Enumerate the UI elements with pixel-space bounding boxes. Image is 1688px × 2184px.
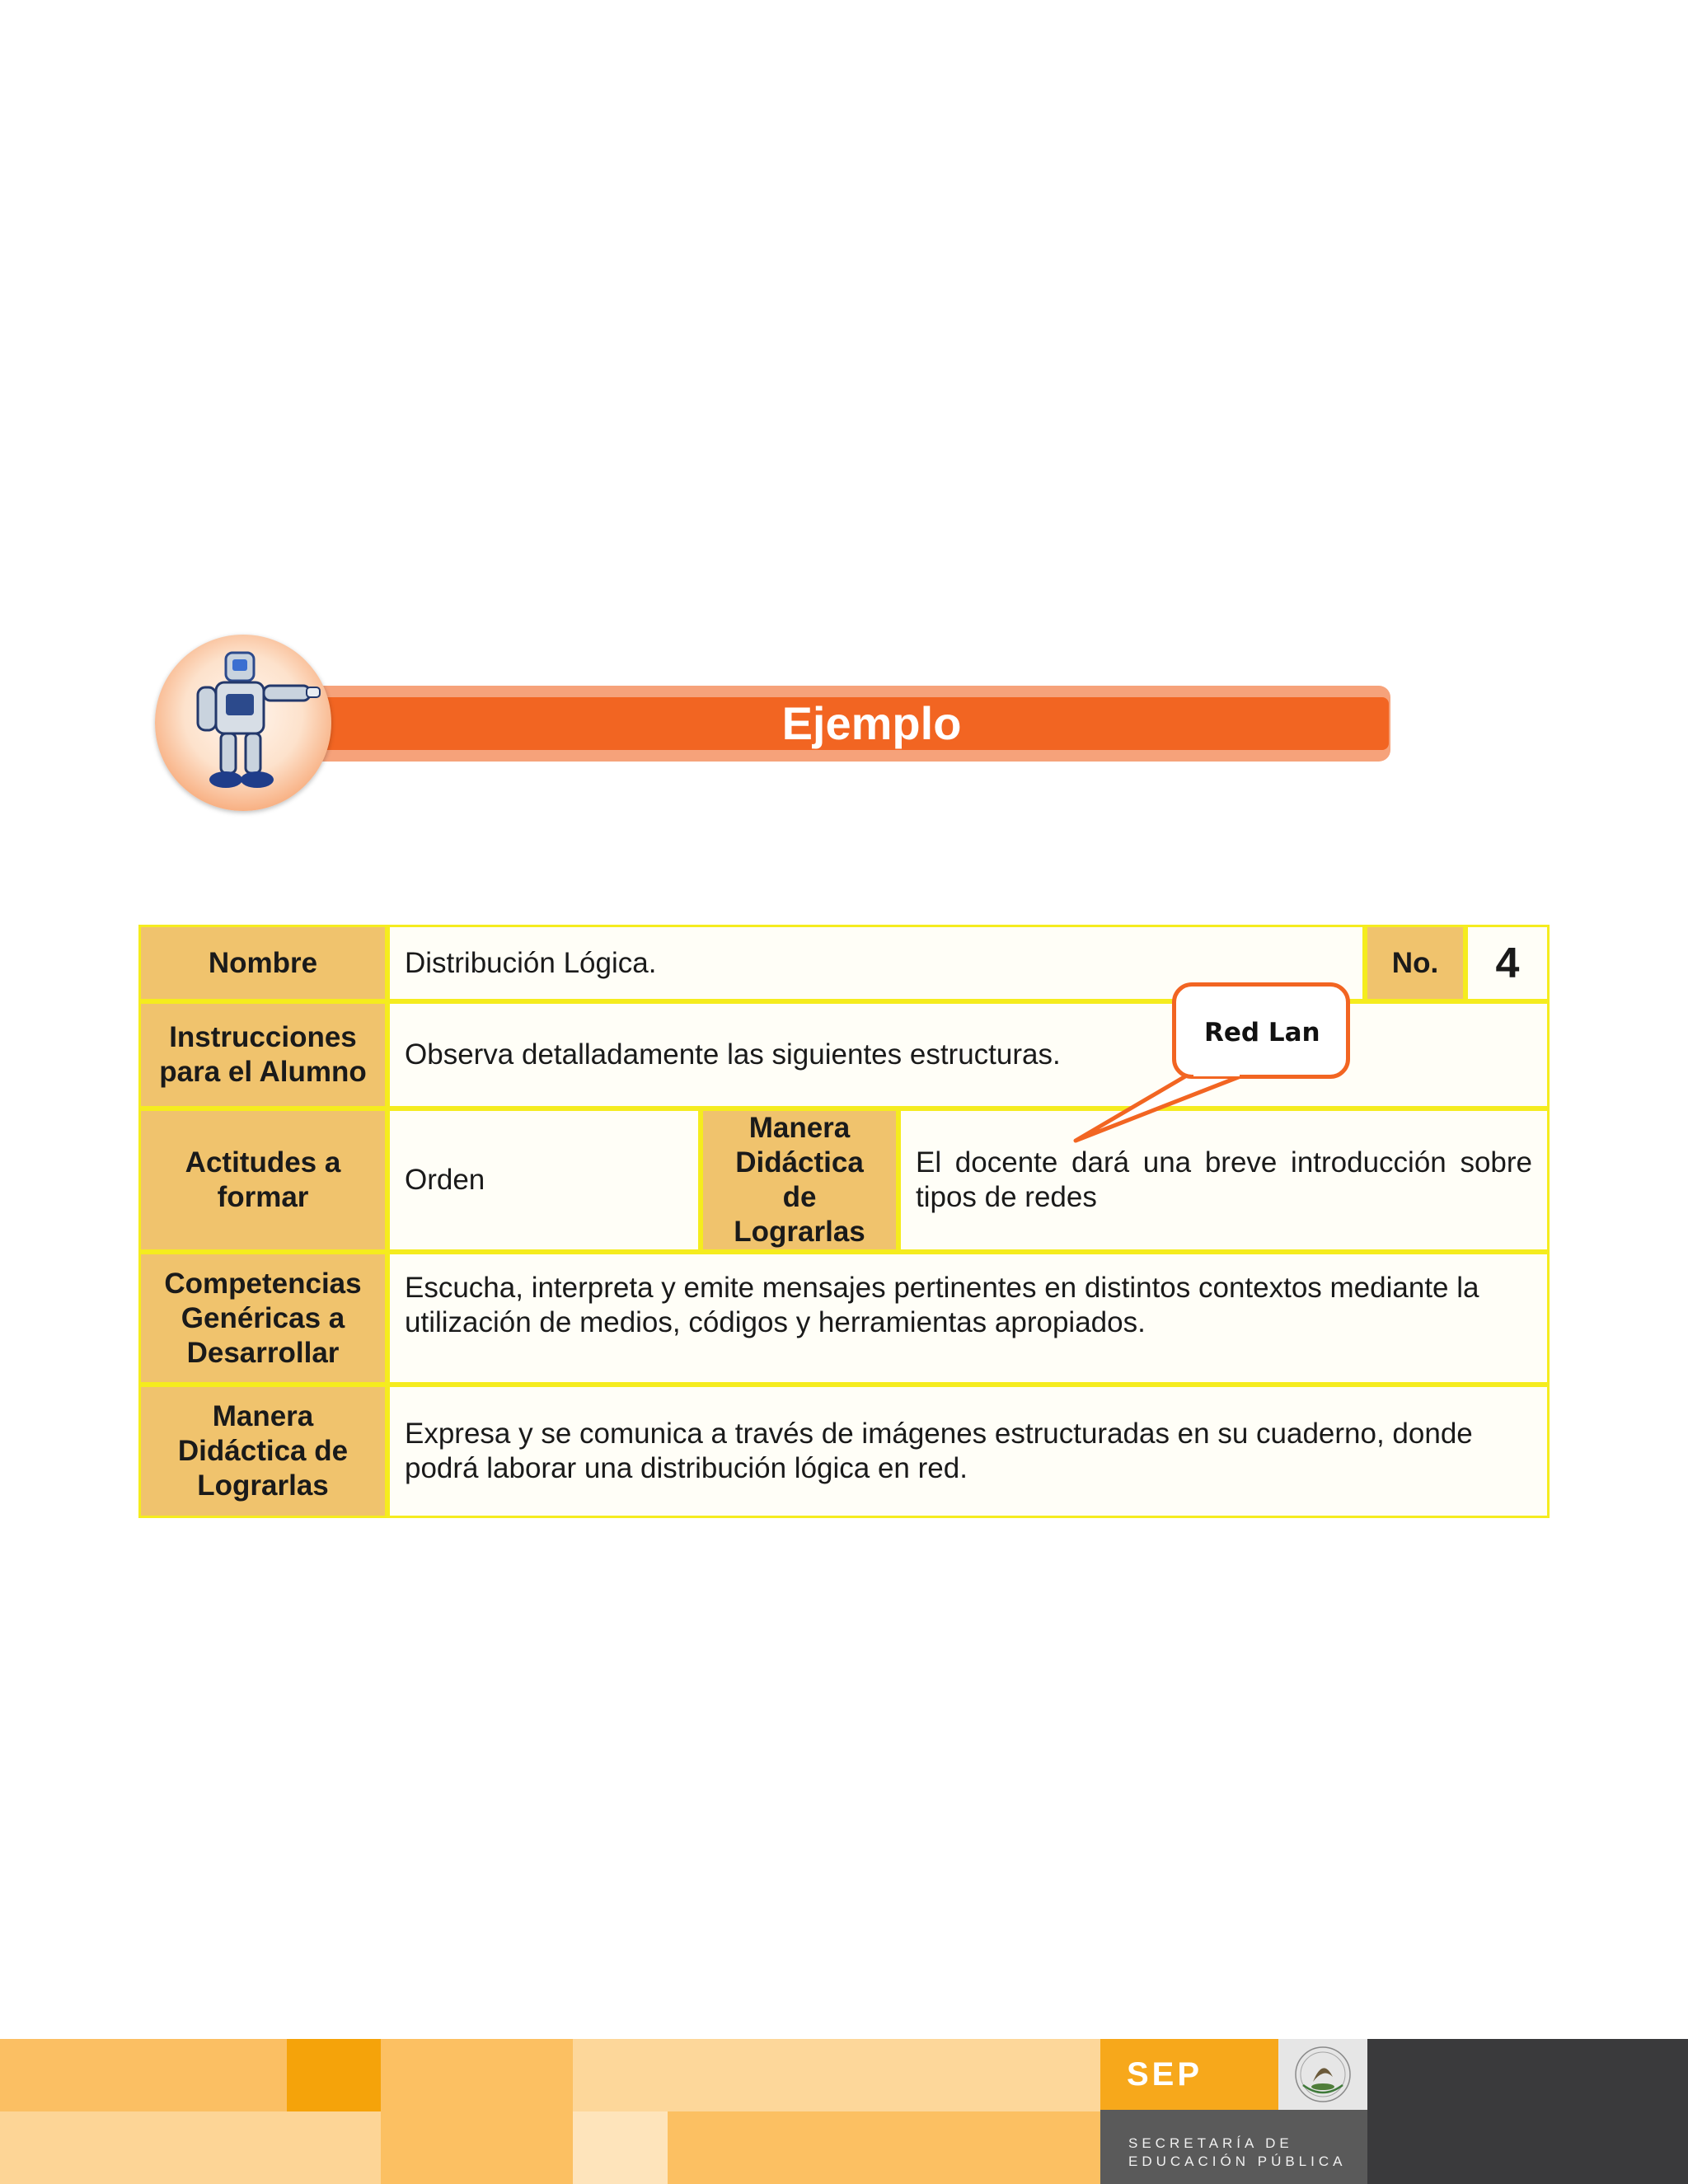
nombre-value: Distribución Lógica. <box>405 946 657 979</box>
actitudes-label-line1: Actitudes a <box>185 1146 341 1179</box>
actitudes-label <box>138 1108 387 1252</box>
sep-logo: SEP <box>1127 2055 1203 2093</box>
org-name-block <box>1100 2110 1367 2184</box>
instrucciones-label-line1: Instrucciones <box>169 1021 357 1053</box>
footer-block <box>287 2039 381 2111</box>
manera-label-line4: Lograrlas <box>734 1216 865 1248</box>
banner-title: Ejemplo <box>781 697 962 749</box>
footer-block <box>668 2111 1100 2184</box>
nombre-label-text: Nombre <box>208 946 318 979</box>
actitudes-label-line2: formar <box>217 1181 309 1213</box>
manera-label-line2: Didáctica <box>735 1146 864 1179</box>
footer-block <box>381 2039 573 2184</box>
competencias-label-line3: Desarrollar <box>186 1336 340 1369</box>
org-line-1: SECRETARÍA DE <box>1128 2135 1293 2151</box>
org-line-2: EDUCACIÓN PÚBLICA <box>1128 2154 1347 2169</box>
manera2-label <box>138 1385 387 1518</box>
mexican-seal-icon <box>1278 2039 1367 2110</box>
footer-block <box>573 2039 1100 2111</box>
red-lan-callout <box>1172 982 1350 1079</box>
manera2-value-cell <box>387 1385 1550 1518</box>
footer-block <box>573 2111 668 2184</box>
callout-text: Red Lan <box>1204 1018 1320 1047</box>
instrucciones-label-line2: para el Alumno <box>159 1056 367 1088</box>
manera-value-cell <box>898 1108 1550 1252</box>
actitudes-value-cell <box>387 1108 701 1252</box>
nombre-label <box>138 925 387 1001</box>
manera-value: El docente dará una breve introducción sobre tipos de redes <box>916 1146 1532 1213</box>
competencias-label-line1: Competencias <box>164 1267 362 1300</box>
no-value: 4 <box>1495 939 1520 987</box>
competencias-label <box>138 1252 387 1385</box>
no-value-cell <box>1465 925 1550 1001</box>
manera2-label-line2: Didáctica de <box>177 1435 349 1467</box>
competencias-value-cell <box>387 1252 1550 1385</box>
robot-mascot-icon <box>155 635 331 811</box>
manera2-label-line3: Lograrlas <box>197 1469 329 1502</box>
mascot-badge <box>155 635 331 811</box>
footer-block <box>0 2111 381 2184</box>
manera-label <box>701 1108 898 1252</box>
instrucciones-value: Observa detalladamente las siguientes estructuras. <box>405 1038 1061 1071</box>
manera-label-line1: Manera <box>748 1112 851 1144</box>
no-label-text: No. <box>1391 946 1439 979</box>
sep-logo-block <box>1100 2039 1278 2110</box>
manera2-value: Expresa y se comunica a través de imágenes estructuradas en su cuaderno, donde podrá laborar una distribución lógica en red. <box>405 1418 1473 1484</box>
competencias-label-line2: Genéricas a <box>181 1301 345 1334</box>
instrucciones-value-cell <box>387 1001 1550 1108</box>
manera-label-line3: de <box>782 1181 817 1213</box>
footer-block <box>0 2039 287 2111</box>
instrucciones-label <box>138 1001 387 1108</box>
seal-block <box>1278 2039 1367 2110</box>
no-label <box>1365 925 1465 1001</box>
competencias-value: Escucha, interpreta y emite mensajes pertinentes en distintos contextos mediante la utilización de medios, códigos y herramientas apropiados. <box>405 1272 1479 1338</box>
footer-dark-block <box>1367 2039 1688 2184</box>
actitudes-value: Orden <box>405 1164 485 1196</box>
manera2-label-line1: Manera <box>212 1400 314 1432</box>
